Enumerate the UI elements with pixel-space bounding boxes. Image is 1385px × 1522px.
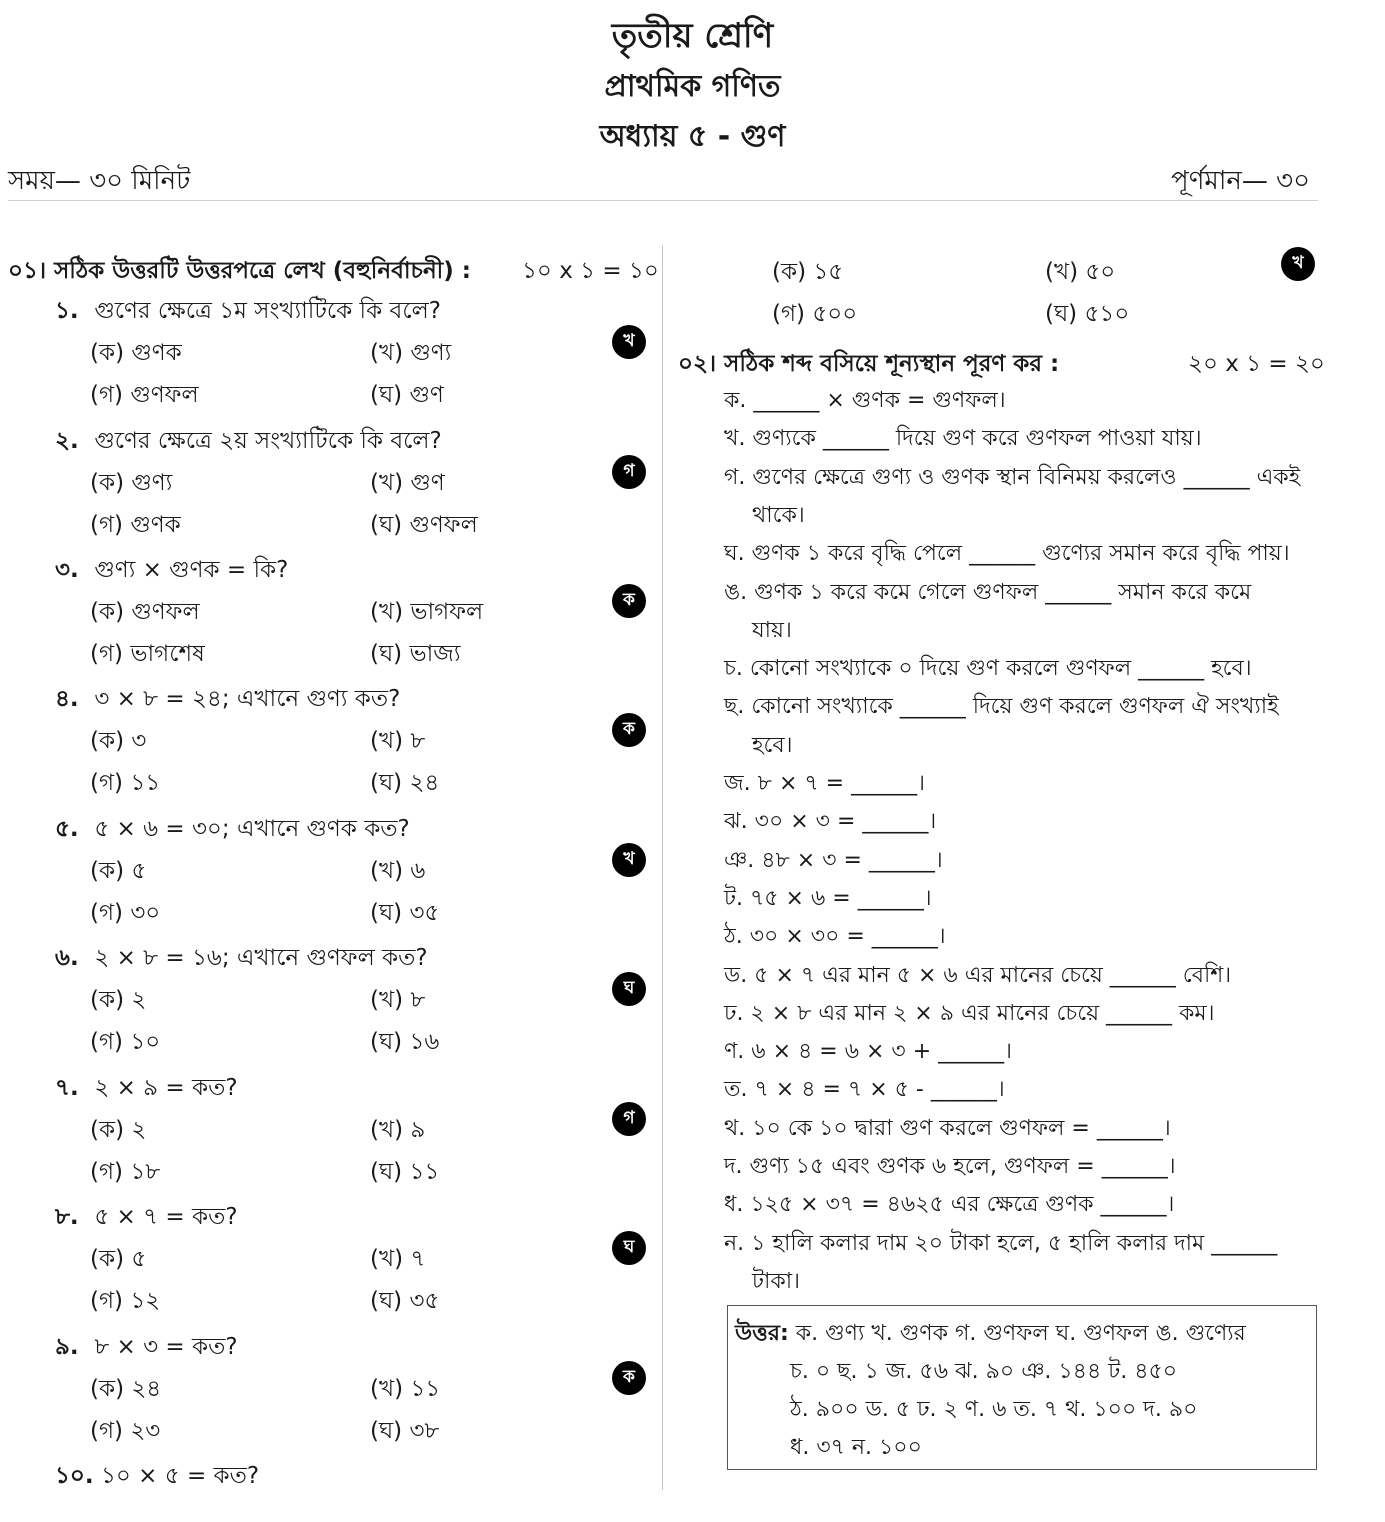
fill-item: থ. ১০ কে ১০ দ্বারা গুণ করলে গুণফল = ______। — [724, 1116, 1171, 1141]
option-kha: (খ) ৮ — [370, 987, 426, 1013]
option-kha: (খ) ৫০ — [1045, 259, 1116, 285]
option-gha: (ঘ) ৩৫ — [370, 900, 440, 926]
question-text: ৫. ৫ × ৬ = ৩০; এখানে গুণক কত? — [55, 816, 410, 842]
fill-item: ন. ১ হালি কলার দাম ২০ টাকা হলে, ৫ হালি কলার দাম ______ — [724, 1231, 1278, 1256]
question-text: ১০. ১০ × ৫ = কত? — [55, 1463, 260, 1489]
fill-item-continuation: থাকে। — [752, 503, 805, 528]
option-ga: (গ) গুণফল — [90, 382, 199, 408]
column-divider — [662, 245, 663, 1490]
question-text: ৯. ৮ × ৩ = কত? — [55, 1334, 238, 1360]
chapter-title: অধ্যায় ৫ - গুণ — [599, 119, 786, 154]
option-ga: (গ) গুণক — [90, 512, 181, 538]
fill-item: ধ. ১২৫ × ৩৭ = ৪৬২৫ এর ক্ষেত্রে গুণক ______। — [724, 1192, 1175, 1217]
question-text: ৪. ৩ × ৮ = ২৪; এখানে গুণ্য কত? — [55, 686, 401, 712]
option-ka: (ক) ২ — [90, 987, 147, 1013]
option-ka: (ক) ৫ — [90, 858, 147, 884]
full-marks: পূর্ণমান— ৩০ — [1171, 166, 1310, 196]
option-ga: (গ) ১৮ — [90, 1159, 161, 1185]
option-ga: (গ) ২৩ — [90, 1418, 161, 1444]
option-ga: (গ) ১১ — [90, 770, 161, 796]
option-ka: (ক) ২ — [90, 1117, 147, 1143]
section1-title: ০১। সঠিক উত্তরটি উত্তরপত্রে লেখ (বহুনির্বাচনী) : — [8, 258, 471, 284]
subject-title: প্রাথমিক গণিত — [604, 69, 781, 104]
fill-item: ঢ. ২ × ৮ এর মান ২ × ৯ এর মানের চেয়ে ______ কম। — [724, 1001, 1215, 1026]
answer-badge: ক — [612, 1361, 646, 1395]
option-ga: (গ) ৫০০ — [772, 301, 858, 327]
fill-item: ঠ. ৩০ × ৩০ = ______। — [724, 924, 946, 949]
option-ka: (ক) ৩ — [90, 728, 147, 754]
fill-item: ঝ. ৩০ × ৩ = ______। — [724, 809, 937, 834]
section2-title: ০২। সঠিক শব্দ বসিয়ে শূন্যস্থান পূরণ কর : — [678, 351, 1060, 377]
exam-time: সময়— ৩০ মিনিট — [8, 166, 191, 196]
fill-item: চ. কোনো সংখ্যাকে ০ দিয়ে গুণ করলে গুণফল ______ হবে। — [724, 656, 1252, 681]
option-gha: (ঘ) ৫১০ — [1045, 301, 1130, 327]
fill-item: খ. গুণ্যকে ______ দিয়ে গুণ করে গুণফল পাওয়া যায়। — [724, 426, 1202, 451]
answer-line: ধ. ৩৭ ন. ১০০ — [790, 1435, 922, 1460]
fill-item: ছ. কোনো সংখ্যাকে ______ দিয়ে গুণ করলে গুণফল ঐ সংখ্যাই — [724, 694, 1279, 719]
option-ka: (ক) গুণক — [90, 340, 182, 366]
option-gha: (ঘ) ১১ — [370, 1159, 440, 1185]
fill-item: ঙ. গুণক ১ করে কমে গেলে গুণফল ______ সমান করে কমে — [724, 580, 1252, 605]
option-kha: (খ) ৮ — [370, 728, 426, 754]
fill-item: দ. গুণ্য ১৫ এবং গুণক ৬ হলে, গুণফল = ______। — [724, 1154, 1176, 1179]
option-kha: (খ) ৯ — [370, 1117, 426, 1143]
option-kha: (খ) গুণ — [370, 470, 445, 496]
option-ka: (ক) ২৪ — [90, 1376, 162, 1402]
option-gha: (ঘ) ৩৮ — [370, 1418, 440, 1444]
fill-item: জ. ৮ × ৭ = ______। — [724, 771, 925, 796]
answer-badge: ঘ — [612, 1231, 646, 1265]
answer-line: ঠ. ৯০০ ড. ৫ ঢ. ২ ণ. ৬ ত. ৭ থ. ১০০ দ. ৯০ — [790, 1397, 1198, 1422]
answer-badge: ঘ — [612, 972, 646, 1006]
question-text: ৬. ২ × ৮ = ১৬; এখানে গুণফল কত? — [55, 945, 428, 971]
fill-item-continuation: যায়। — [752, 618, 792, 643]
answer-badge: খ — [612, 325, 646, 359]
option-ga: (গ) ৩০ — [90, 900, 161, 926]
question-text: ৩. গুণ্য × গুণক = কি? — [55, 557, 289, 583]
question-text: ১. গুণের ক্ষেত্রে ১ম সংখ্যাটিকে কি বলে? — [55, 298, 441, 324]
option-ka: (ক) গুণফল — [90, 599, 200, 625]
option-kha: (খ) গুণ্য — [370, 340, 452, 366]
option-gha: (ঘ) গুণ — [370, 382, 444, 408]
option-kha: (খ) ৭ — [370, 1246, 426, 1272]
answer-label: উত্তর: — [735, 1321, 789, 1346]
question-text: ৮. ৫ × ৭ = কত? — [55, 1204, 238, 1230]
answer-badge: খ — [1281, 247, 1315, 281]
fill-item: ট. ৭৫ × ৬ = ______। — [724, 886, 932, 911]
option-ka: (ক) ১৫ — [772, 259, 844, 285]
option-ga: (গ) ১২ — [90, 1288, 161, 1314]
fill-item: ঘ. গুণক ১ করে বৃদ্ধি পেলে ______ গুণ্যের সমান করে বৃদ্ধি পায়। — [724, 541, 1290, 566]
option-ka: (ক) ৫ — [90, 1246, 147, 1272]
option-ga: (গ) ভাগশেষ — [90, 641, 205, 667]
fill-item: গ. গুণের ক্ষেত্রে গুণ্য ও গুণক স্থান বিনিময় করলেও ______ একই — [724, 465, 1301, 490]
question-text: ৭. ২ × ৯ = কত? — [55, 1075, 238, 1101]
option-kha: (খ) ভাগফল — [370, 599, 484, 625]
fill-item-continuation: হবে। — [752, 733, 793, 758]
option-kha: (খ) ১১ — [370, 1376, 441, 1402]
option-ga: (গ) ১০ — [90, 1029, 161, 1055]
fill-item: ণ. ৬ × ৪ = ৬ × ৩ + ______। — [724, 1039, 1013, 1064]
option-gha: (ঘ) ভাজ্য — [370, 641, 461, 667]
header-divider — [8, 200, 1318, 201]
option-kha: (খ) ৬ — [370, 858, 426, 884]
fill-item: ড. ৫ × ৭ এর মান ৫ × ৬ এর মানের চেয়ে ______ বেশি। — [724, 963, 1232, 988]
answer-badge: খ — [612, 843, 646, 877]
option-ka: (ক) গুণ্য — [90, 470, 173, 496]
answer-line: চ. ০ ছ. ১ জ. ৫৬ ঝ. ৯০ ঞ. ১৪৪ ট. ৪৫০ — [790, 1359, 1178, 1384]
fill-item: ঞ. ৪৮ × ৩ = ______। — [724, 848, 943, 873]
answer-badge: গ — [612, 455, 646, 489]
option-gha: (ঘ) ৩৫ — [370, 1288, 440, 1314]
option-gha: (ঘ) ১৬ — [370, 1029, 440, 1055]
answer-line: উত্তর: ক. গুণ্য খ. গুণক গ. গুণফল ঘ. গুণফল ঙ. গুণ্যের — [735, 1321, 1246, 1346]
section1-score: ১০ x ১ = ১০ — [522, 258, 659, 284]
option-gha: (ঘ) ২৪ — [370, 770, 440, 796]
answer-badge: ক — [612, 713, 646, 747]
class-title: তৃতীয় শ্রেণি — [611, 16, 774, 56]
option-gha: (ঘ) গুণফল — [370, 512, 478, 538]
section2-score: ২০ x ১ = ২০ — [1188, 351, 1325, 377]
answer-badge: ক — [612, 584, 646, 618]
answer-badge: গ — [612, 1102, 646, 1136]
fill-item: ত. ৭ × ৪ = ৭ × ৫ - ______। — [724, 1077, 1005, 1102]
fill-item: ক. ______ × গুণক = গুণফল। — [724, 388, 1006, 413]
question-text: ২. গুণের ক্ষেত্রে ২য় সংখ্যাটিকে কি বলে? — [55, 428, 442, 454]
fill-item-continuation: টাকা। — [752, 1269, 801, 1294]
